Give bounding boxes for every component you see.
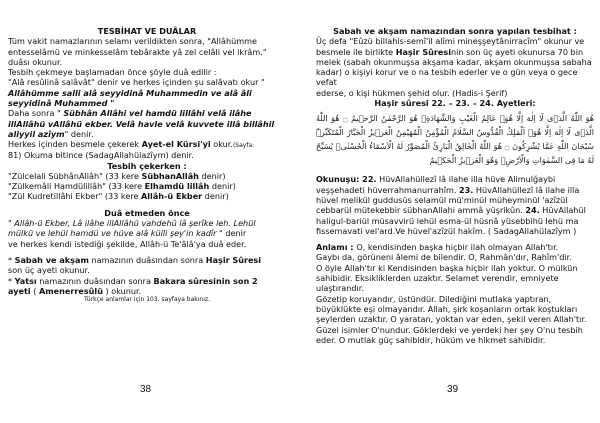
dua-line: mülkü ve lehül hamdü ve hüve alâ külli şey'in kadîr " denir (8, 228, 247, 239)
instruction-line: ayeti ( Amenerresûlü ) okunur. (8, 285, 142, 296)
paragraph-line: besmele ile birlikte Haşir Sûresinin son üç ayeti okunursa 70 bin (316, 46, 584, 57)
section-subtitle: Haşir sûresi 22. – 23. – 24. Ayetleri: (374, 98, 536, 109)
kursi-line: Herkes içinden besmele çekerek Ayet-el Kürsi'yi okur.(Sayfa: (8, 139, 255, 150)
arabic-verses: هُوَ اللّٰهُ الَّذٖى لَٓا اِلٰهَ اِلَّا هُوَۚ عَالِمُ الْغَيْبِ وَالشَّهَادَةِۚ هُوَ الرَّحْمٰنُ الرَّحٖيمُ ۝ هُوَ اللّٰهُ الَّذٖى لَٓا اِلٰهَ اِلَّا هُوَۚ اَلْمَلِكُ الْقُدُّوسُ السَّلَامُ الْمُؤْمِنُ الْمُهَيْمِنُ الْعَزٖيزُ الْجَبَّارُ الْمُتَكَبِّرُۜ سُبْحَانَ اللّٰهِ عَمَّا يُشْرِكُونَ ۝ هُوَ اللّٰهُ الْخَالِقُ الْبَارِئُ الْمُصَوِّرُ لَهُ الْاَسْمَٓاءُ الْحُسْنٰىۜ يُسَبِّحُ لَهُ مَا فِى السَّمٰوَاتِ وَالْاَرْضِۚ وَهُوَ الْعَزٖيزُ الْحَكٖيمُ (316, 114, 595, 166)
meaning-line: eder. O mutlak güç sahibidir, hüküm ve hikmet sahibidir. (316, 334, 546, 345)
transliteration-line: fissemavati vel'ard.Ve hüvel'azîzül hakîm. ( SadagAllahülazîym ) (316, 225, 577, 236)
meaning-line: Gözetip koruyandır, üstündür. Dilediğini mutlaka yaptıran, (316, 293, 552, 304)
page-title: TESBİHAT VE DUÂLAR (97, 26, 197, 36)
dua-line: " Allâh-ü Ekber, Lâ ilâhe illAllâhü vahdehû lâ şerîke leh. Lehül (8, 218, 256, 229)
instruction-line: * Sabah ve akşam namazının duâsından sonra Haşir Sûresi (8, 254, 262, 265)
paragraph-line: Tüm vakit namazlarının selamı verildikten sonra, "Allâhümme (8, 36, 257, 47)
salavat-line: Allâhümme salli alâ seyyidinâ Muhammedin ve alâ âli (8, 87, 252, 98)
paragraph-line: entesselâmü ve minkesselâm tebârakte yâ zel celâli vel ikrâm." (8, 46, 267, 57)
left-page (8, 26, 286, 304)
instruction-line: * Yatsı namazının duâsından sonra Bakara sûresinin son 2 (8, 275, 258, 286)
page-number: 39 (447, 384, 459, 395)
transliteration-line: hüvel melikül guddusüs selamül mü'minül müheyminül 'azîzül (316, 194, 568, 205)
meaning-line: Güzel isimler O'nundur. Göklerdeki ve yerdeki her şey O'nu tesbih (316, 324, 583, 335)
paragraph-line: duâsı okunur. (8, 56, 63, 67)
tesbih-count-line: "Zül Kudretillâhi Ekber" (33 kere Allâh-ü Ekber denir) (8, 191, 229, 202)
meaning-line: sahibidir. Eksikliklerden uzaktır. Selamet verendir, emniyete ulaştırandır. (316, 273, 559, 294)
transliteration-line: cebbarül mütekebbir sübhanAllahi ammâ yüşrikûn. 24. HüvAllahül (316, 205, 586, 216)
paragraph-line: Tesbih çekmeye başlamadan önce şöyle duâ edilir : (8, 67, 217, 78)
section-subtitle: Duâ etmeden önce (104, 207, 190, 218)
transliteration-line: veşşehadeti hüverrahmanurrahîm. 23. HüvAllahüllezî lâ ilahe illa (316, 184, 580, 195)
page-number: 38 (140, 384, 152, 395)
page-title: Sabah ve akşam namazından sonra yapılan tesbihat : (333, 26, 577, 36)
salavat-line-end: seyyidinâ Muhammed " (8, 98, 115, 109)
transliteration-line: haligul-bariül müsavvirü lehül esma-ül hüsnâ yüsebbihü lehü ma (316, 215, 579, 226)
right-page (316, 26, 594, 345)
kursi-line: 81) Okuma bitince (SadagAllahülazîym) denir. (8, 150, 194, 161)
tesbih-line: Daha sonra " Sübhân Allâhi vel hamdü lillâhi velâ ilâhe (8, 108, 252, 119)
tesbih-line: aliyyil azîym" denir. (8, 128, 94, 139)
paragraph-line: "Alâ resûlinâ salâvât" denir ve herkes içinden şu salâvatı okur " (8, 77, 265, 88)
transliteration-line: Okunuşu: 22. HüvAllahüllezî lâ ilahe illa hüve Alimulğaybi (316, 174, 556, 185)
meaning-line: büyüklükte eşi olmayandır. Allah, şirk koşanların ortak koştukları (316, 303, 578, 314)
instruction-line: son üç ayeti okunur. (8, 265, 90, 276)
meaning-line: şeylerden uzaktır. O yaratan, yoktan var eden, şekil veren Allah'tır. (316, 314, 587, 325)
tesbih-line: illAllâhü vAllâhü ekber. Velâ havle velâ kuvvete illâ billâhil (8, 118, 275, 129)
section-subtitle: Tesbih çekerken : (107, 160, 187, 171)
paragraph-line: Üç defa "Eûzü billahis-semî'il alîmi mineşşeytânirracîm" okunur ve (316, 36, 585, 47)
paragraph-line: melek (sabah okunmuşsa akşama kadar, akşam okunmuşsa sabaha (316, 56, 592, 67)
tesbih-count-line: "Zülkemâli Hamdülillâh" (33 kere Elhamdü lillâh denir) (8, 181, 236, 192)
tesbih-count-line: "Zülcelali SübhânAllâh" (33 kere SübhanAllâh denir) (8, 170, 226, 181)
footnote: Türkçe anlamlar için 103. sayfaya bakınız. (84, 296, 210, 304)
meaning-line: O öyle Allah'tır ki Kendisinden başka hiçbir ilah yoktur. O mülkün (316, 262, 578, 273)
meaning-line: Anlamı : O, kendisinden başka hiçbir ilah olmayan Allah'tır. (316, 242, 559, 253)
dua-line: ve herkes kendi istediği şekilde, Allâh-ü Te'âlâ'ya duâ eder. (8, 238, 247, 249)
meaning-line: Gaybı da, görüneni âlemi de bilendir. O, Rahmân'dır, Rahîm'dir. (316, 252, 572, 263)
paragraph-line: kadar) o kişiyi korur ve o na tesbih ederler ve o gün veya o gece vefat (316, 67, 578, 88)
paragraph-line: ederse, o kişi hükmen şehid olur. (Hadis-i Şerif) (316, 87, 508, 98)
